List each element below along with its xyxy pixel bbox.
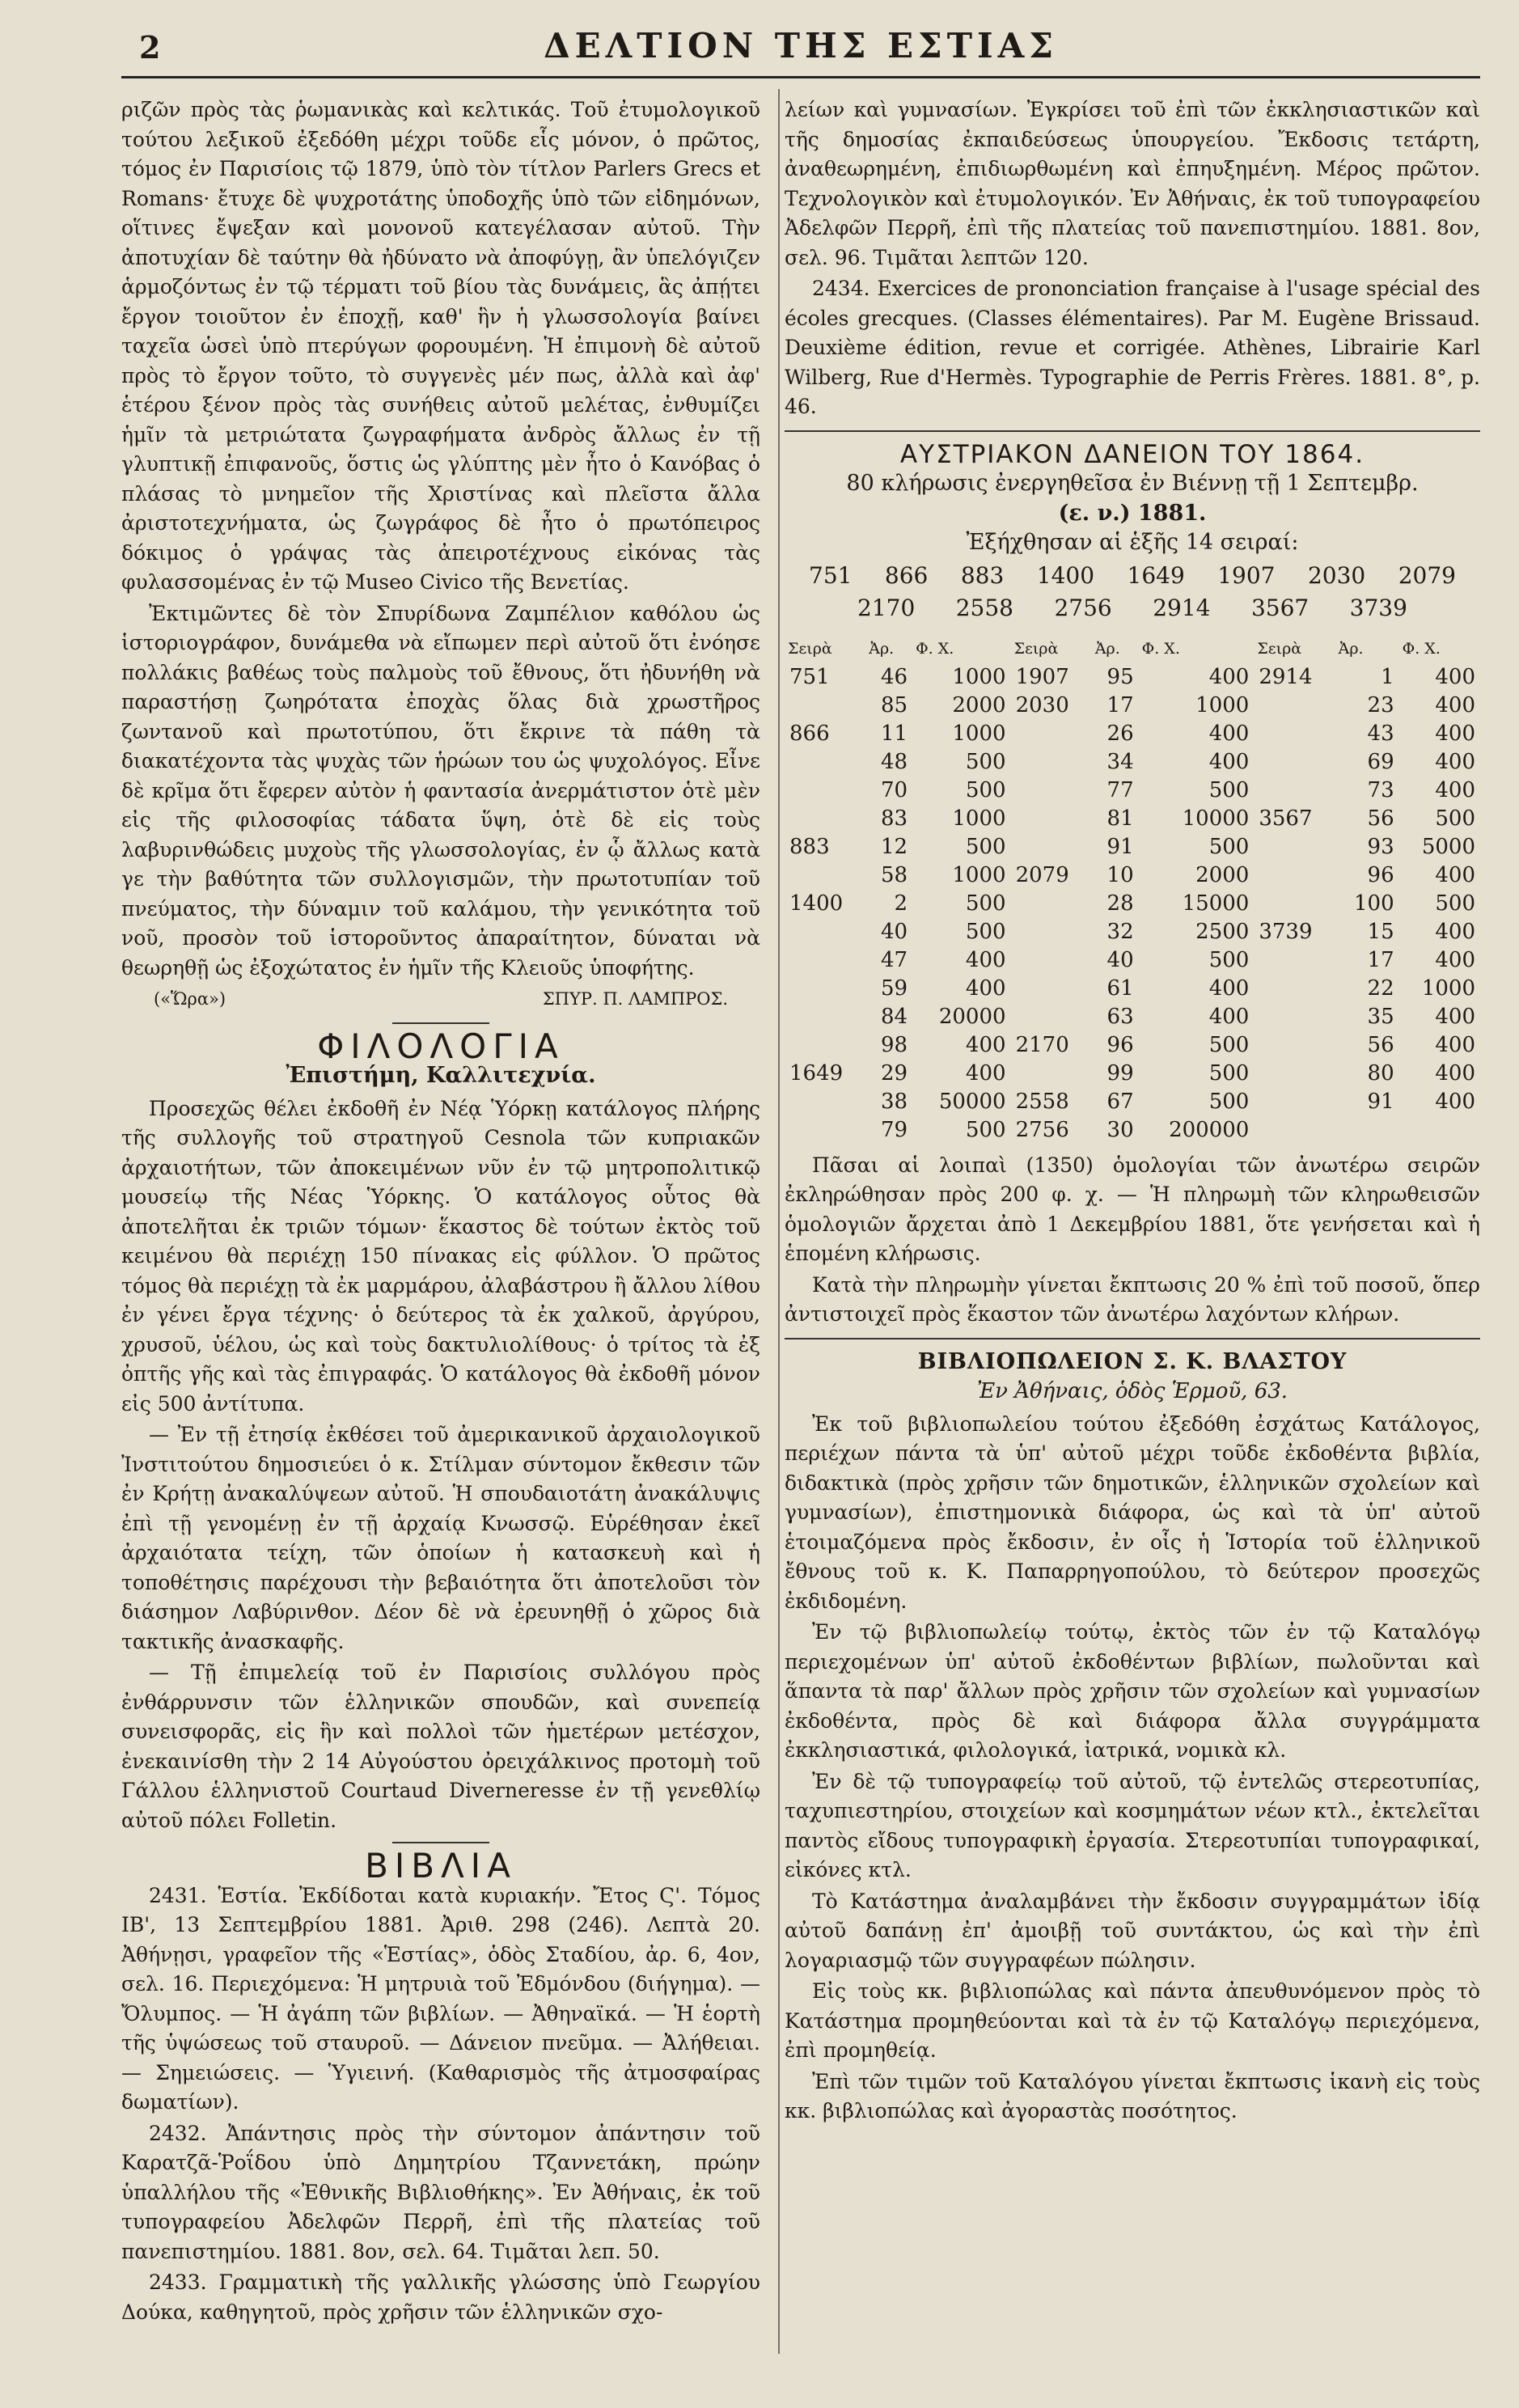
lottery-cell: [785, 946, 865, 975]
page-header: [121, 18, 1480, 74]
lottery-cell: 400: [1435, 947, 1475, 972]
series-number: 751: [809, 561, 853, 589]
lottery-cell: 400: [1435, 721, 1475, 746]
lottery-cell: 500: [965, 1117, 1006, 1142]
series-number: 866: [884, 561, 929, 589]
book-entry: 2432. Ἀπάντησις πρὸς τὴν σύντομον ἀπάντησιν τοῦ Καρατζᾶ-Ῥοΐδου ὑπὸ Δημητρίου Τζαννετάκη, πρώην ὑπαλλήλου τῆς «Ἐθνικῆς Βιβλιοθήκης». Ἐν Ἀθήναις, ἐκ τοῦ τυπογραφείου Ἀδελφῶν Περρῆ, ἐπὶ τῆς πλατείας τοῦ πανεπιστημίου. 1881. 8ον, σελ. 64. Τιμᾶται λεπ. 50.: [121, 2121, 760, 2263]
lottery-cell: 85: [880, 692, 908, 717]
lottery-cell: 400: [1435, 777, 1475, 802]
lottery-cell: 99: [1106, 1060, 1134, 1086]
lottery-cell: 2: [894, 891, 908, 916]
right-column: [785, 95, 1480, 2128]
lottery-cell: 17: [1106, 692, 1134, 717]
section-rule: [785, 430, 1480, 432]
lottery-cell: [785, 918, 865, 946]
series-number: 3739: [1349, 595, 1407, 621]
lottery-cell: [1011, 890, 1092, 918]
lottery-cell: [1011, 1003, 1092, 1031]
lottery-row: [785, 1031, 1480, 1060]
lottery-cell: 2000: [1195, 862, 1250, 887]
lottery-cell: 83: [880, 806, 908, 831]
lottery-cell: 400: [1435, 1032, 1475, 1057]
lottery-cell: 400: [1208, 664, 1250, 689]
lottery-cell: [785, 1003, 865, 1031]
lottery-header-cell: Φ. Χ.: [916, 639, 954, 658]
lottery-header-cell: Σειρὰ: [1257, 639, 1302, 658]
lottery-cell: 1400: [789, 891, 844, 916]
series-number: 2914: [1153, 595, 1211, 621]
lottery-cell: 500: [965, 834, 1006, 859]
lottery-cell: 1000: [952, 721, 1006, 746]
bookshop-paragraph: Εἰς τοὺς κκ. βιβλιοπώλας καὶ πάντα ἀπευθυνόμενον πρὸς τὸ Κατάστημα προμηθεύονται καὶ τὰ ἐν τῷ Καταλόγῳ περιεχόμενα, ἐπὶ προμηθείᾳ.: [785, 1979, 1480, 2062]
lottery-cell: 400: [1435, 692, 1475, 717]
lottery-cell: 400: [965, 1060, 1006, 1086]
book-entry: 2434. Exercices de prononciation française à l'usage spécial des écoles grecques. (Classes élémentaires). Par M. Eugène Brissaud. Deuxième édition, revue et corrigée. Athènes, Librairie Karl Wilberg, Rue d'Hermès. Typographie de Perris Frères. 1881. 8°, p. 46.: [785, 277, 1480, 418]
lottery-cell: 80: [1367, 1060, 1394, 1086]
bookshop-paragraph: Ἐν δὲ τῷ τυπογραφείῳ τοῦ αὐτοῦ, τῷ ἐντελῶς στερεοτυπίας, ταχυπιεστηρίου, στοιχείων καὶ κοσμημάτων νέων κτλ., ἐκτελεῖται παντὸς εἴδους τυπογραφικὴ ἐργασία. Στερεοτυπίαι τυπογραφικαί, εἰκόνες κτλ.: [785, 1769, 1480, 1881]
lottery-cell: 500: [965, 777, 1006, 802]
lottery-cell: 500: [965, 919, 1006, 944]
series-number: 883: [960, 561, 1005, 589]
lottery-cell: 10000: [1182, 806, 1250, 831]
lottery-cell: 35: [1367, 1004, 1394, 1029]
bookshop-paragraph: Ἐπὶ τῶν τιμῶν τοῦ Καταλόγου γίνεται ἔκπτωσις ἱκανὴ εἰς τοὺς κκ. βιβλιοπώλας καὶ ἀγοραστὰς ποσότητος.: [785, 2069, 1480, 2122]
philology-paragraph: — Τῇ ἐπιμελείᾳ τοῦ ἐν Παρισίοις συλλόγου πρὸς ἐνθάρρυνσιν τῶν ἑλληνικῶν σπουδῶν, καὶ συνεπείᾳ συνεισφορᾶς, εἰς ἣν καὶ πολλοὶ τῶν ἡμετέρων μετέσχον, ἐνεκαινίσθη τὴν 2 14 Αὐγούστου ὀρειχάλκινος προτομὴ τοῦ Γάλλου ἑλληνιστοῦ Courtaud Diverneresse ἐν τῇ γενεθλίῳ αὐτοῦ πόλει Folletin.: [121, 1661, 760, 1832]
lottery-cell: 500: [965, 749, 1006, 774]
lottery-row: [785, 1060, 1480, 1088]
lottery-cell: 50000: [938, 1089, 1006, 1114]
lottery-cell: [1011, 777, 1092, 805]
author-name: ΣΠΥΡ. Π. ΛΑΜΠΡΟΣ.: [542, 989, 728, 1009]
lottery-cell: 3567: [1259, 806, 1313, 831]
lottery-cell: 81: [1106, 806, 1134, 831]
lottery-cell: 400: [1435, 749, 1475, 774]
lottery-cell: [785, 748, 865, 777]
lottery-cell: [1011, 1060, 1092, 1088]
lottery-cell: 96: [1106, 1032, 1134, 1057]
lottery-cell: 56: [1367, 806, 1394, 831]
lottery-cell: 30: [1106, 1117, 1134, 1142]
bookshop-paragraph: Ἐν τῷ βιβλιοπωλείῳ τούτῳ, ἐκτὸς τῶν ἐν τῷ Καταλόγῳ περιεχομένων ὑπ' αὐτοῦ ἐκδοθέντων βιβλίων, πωλοῦνται καὶ ἅπαντα τὰ παρ' ἄλλων πρὸς χρῆσιν τῶν σχολείων καὶ γυμνασίων ἐκδοθέντα, πρὸς δὲ καὶ διάφορα ἄλλα συγγράμματα ἐκκλησιαστικά, φιλολογικά, ἰατρικά, νομικὰ κλ.: [785, 1620, 1480, 1762]
lottery-cell: 56: [1367, 1032, 1394, 1057]
lottery-cell: [1254, 692, 1335, 720]
lottery-cell: 84: [880, 1004, 908, 1029]
lottery-cell: [1254, 777, 1335, 805]
header-rule: [121, 76, 1480, 78]
lottery-cell: [1254, 1116, 1335, 1145]
lottery-cell: 12: [880, 834, 908, 859]
lottery-cell: 200000: [1169, 1117, 1250, 1142]
philology-heading: ΦΙΛΟΛΟΓΙΑ: [317, 1026, 565, 1066]
lottery-cell: 883: [789, 834, 830, 859]
lottery-header-cell: Ἀρ.: [1094, 639, 1120, 658]
lottery-cell: 91: [1367, 1089, 1394, 1114]
lottery-cell: 17: [1367, 947, 1394, 972]
lottery-row: [785, 777, 1480, 805]
lottery-cell: 500: [1208, 1089, 1250, 1114]
series-number: 2756: [1054, 595, 1112, 621]
lottery-cell: [785, 1088, 865, 1116]
lottery-cell: 38: [880, 1089, 908, 1114]
lottery-cell: 2500: [1195, 919, 1250, 944]
series-number: 2170: [857, 595, 916, 621]
lottery-cell: 93: [1367, 834, 1394, 859]
series-number: 2558: [955, 595, 1013, 621]
lottery-cell: 1649: [789, 1060, 844, 1086]
lottery-row: [785, 805, 1480, 833]
lottery-cell: [1254, 1060, 1335, 1088]
lottery-cell: 28: [1106, 891, 1134, 916]
lottery-cell: 100: [1354, 891, 1394, 916]
lottery-cell: 79: [880, 1117, 908, 1142]
lottery-row: [785, 692, 1480, 720]
series-number: 2030: [1307, 561, 1366, 589]
lottery-table-header: [785, 635, 1480, 663]
philology-subheading: Ἐπιστήμη, Καλλιτεχνία.: [286, 1063, 596, 1088]
lottery-cell: 40: [880, 919, 908, 944]
lottery-row: [785, 1116, 1480, 1145]
lottery-cell: 34: [1106, 749, 1134, 774]
section-rule: [392, 1022, 489, 1024]
series-number: 2079: [1398, 561, 1456, 589]
lottery-cell: 400: [1435, 1060, 1475, 1086]
lottery-cell: 2756: [1015, 1117, 1069, 1142]
lottery-cell: [1254, 748, 1335, 777]
lottery-cell: [785, 805, 865, 833]
lottery-cell: 1000: [952, 664, 1006, 689]
lottery-cell: [1011, 805, 1092, 833]
lottery-table: [785, 635, 1480, 1145]
lottery-cell: 67: [1106, 1089, 1134, 1114]
lottery-line: 80 κλήρωσις ἐνεργηθεῖσα ἐν Βιέννῃ τῇ 1 Σεπτεμβρ.: [846, 471, 1419, 496]
lottery-note: Κατὰ τὴν πληρωμὴν γίνεται ἔκπτωσις 20 % ἐπὶ τοῦ ποσοῦ, ὅπερ ἀντιστοιχεῖ πρὸς ἕκαστον τῶν ἀνωτέρω λαχόντων κλήρων.: [785, 1272, 1480, 1326]
lottery-cell: [785, 975, 865, 1003]
lottery-note: Πᾶσαι αἱ λοιπαὶ (1350) ὁμολογίαι τῶν ἀνωτέρω σειρῶν ἐκληρώθησαν πρὸς 200 φ. χ. — Ἡ πληρωμὴ τῶν κληρωθεισῶν ὁμολογιῶν ἄρχεται ἀπὸ 1 Δεκεμβρίου 1881, ὅτε γενήσεται καὶ ἡ ἑπομένη κλήρωσις.: [785, 1153, 1480, 1265]
lottery-cell: 32: [1106, 919, 1134, 944]
lottery-cell: 500: [1208, 1060, 1250, 1086]
lottery-cell: 1907: [1015, 664, 1069, 689]
lottery-cell: 400: [1435, 1004, 1475, 1029]
lottery-header-cell: Φ. Χ.: [1402, 639, 1441, 658]
running-title: ΔΕΛΤΙΟΝ ΤΗΣ ΕΣΤΙΑΣ: [544, 26, 1058, 66]
series-number: 3567: [1250, 595, 1310, 621]
lottery-cell: 95: [1106, 664, 1134, 689]
lottery-row: [785, 1003, 1480, 1031]
lottery-cell: 77: [1106, 777, 1134, 802]
lottery-cell: [1399, 1116, 1480, 1145]
philology-paragraph: Προσεχῶς θέλει ἐκδοθῆ ἐν Νέᾳ Ὑόρκῃ κατάλογος πλήρης τῆς συλλογῆς τοῦ στρατηγοῦ Cesnola τῶν κυπριακῶν ἀρχαιοτήτων, τῶν ἀποκειμένων νῦν ἐν τῷ μητροπολιτικῷ μουσείῳ τῆς Νέας Ὑόρκης. Ὁ κατάλογος οὗτος θὰ ἀποτελῆται ἐκ τριῶν τόμων· ἕκαστος δὲ τούτων ἐκτὸς τοῦ κειμένου θὰ περιέχῃ 150 πίνακας εἰς φύλλον. Ὁ πρῶτος τόμος θὰ περιέχῃ τὰ ἐκ μαρμάρου, ἀλαβάστρου ἢ ἄλλου λίθου ἐν γένει ἔργα τέχνης· ὁ δεύτερος τὰ ἐκ χαλκοῦ, ἀργύρου, χρυσοῦ, ὑέλου, ὡς καὶ τοὺς δακτυλιολίθους· ὁ τρίτος τὰ ἐξ ὀπτῆς γῆς καὶ τὰς ἐπιγραφάς. Ὁ κατάλογος θὰ ἐκδοθῆ μόνον εἰς 500 ἀντίτυπα.: [121, 1096, 760, 1416]
lottery-header-cell: Σειρὰ: [788, 639, 832, 658]
series-number: 1400: [1036, 561, 1095, 589]
lottery-cell: 500: [1208, 947, 1250, 972]
lottery-row: [785, 918, 1480, 946]
lottery-cell: 26: [1106, 721, 1134, 746]
lottery-cell: 22: [1367, 975, 1394, 1001]
books-heading: ΒΙΒΛΙΑ: [365, 1846, 517, 1885]
lottery-cell: [1254, 946, 1335, 975]
lottery-cell: 29: [880, 1060, 908, 1086]
lottery-cell: 400: [1435, 919, 1475, 944]
essay-signature: [154, 984, 728, 1014]
lottery-cell: 751: [789, 664, 830, 689]
lottery-cell: 96: [1367, 862, 1394, 887]
lottery-cell: [785, 1031, 865, 1060]
bookshop-address: Ἐν Ἀθήναις, ὁδὸς Ἑρμοῦ, 63.: [976, 1379, 1288, 1403]
lottery-cell: 400: [965, 975, 1006, 1001]
lottery-cell: 400: [1435, 1089, 1475, 1114]
lottery-header-cell: Φ. Χ.: [1141, 639, 1180, 658]
lottery-cell: [1254, 1003, 1335, 1031]
lottery-cell: 1: [1381, 664, 1394, 689]
bookshop-title: ΒΙΒΛΙΟΠΩΛΕΙΟΝ Σ. Κ. ΒΛΑΣΤΟΥ: [917, 1348, 1348, 1374]
lottery-row: [785, 1088, 1480, 1116]
lottery-cell: 2170: [1015, 1032, 1069, 1057]
lottery-cell: 400: [1208, 975, 1250, 1001]
lottery-row: [785, 833, 1480, 861]
lottery-cell: [1254, 1031, 1335, 1060]
lottery-cell: [1254, 890, 1335, 918]
philology-paragraph: — Ἐν τῇ ἐτησίᾳ ἐκθέσει τοῦ ἀμερικανικοῦ ἀρχαιολογικοῦ Ἰνστιτούτου δημοσιεύει ὁ κ. Στίλμαν σύντομον ἔκθεσιν τῶν ἐν Κρήτῃ ἀνακαλύψεων αὐτοῦ. Ἡ σπουδαιοτάτη ἀνακάλυψις ἐπὶ τῇ γενομένῃ ἐν τῇ ἀρχαίᾳ Κνωσσῷ. Εὑρέθησαν ἐκεῖ ἀρχαιότατα τείχη, τῶν ὁποίων ἡ κατασκευὴ καὶ ἡ τοποθέτησις παρέχουσι τὴν βεβαιότητα ὅτι ἀποτελοῦσι τὸν διάσημον Λαβύρινθον. Δέον δὲ νὰ ἐρευνηθῇ ὁ χῶρος διὰ τακτικῆς ἀνασκαφῆς.: [121, 1423, 760, 1653]
essay-paragraph: Ἐκτιμῶντες δὲ τὸν Σπυρίδωνα Ζαμπέλιον καθόλου ὡς ἱστοριογράφον, δυνάμεθα νὰ εἴπωμεν περὶ αὐτοῦ ὅτι ἐνόησε πολλάκις βαθέως τοὺς παλμοὺς τοῦ ἔθνους, ὅτι ἠδυνήθη νὰ παραστήσῃ ζωηρότατα ἐποχὰς ὅλας διὰ χρωστῆρος ζωντανοῦ καὶ πρωτοτύπου, ὅτι ἔκρινε τὰ πάθη τὰ διακατέχοντα τὰς ψυχὰς τῶν ἡρώων του ὡς ψυχολόγος. Εἶνε δὲ κρῖμα ὅτι ἔφερεν αὐτὸν ἡ φαντασία ἀνερμάτιστον ὁτὲ μὲν εἰς τῆς φιλοσοφίας τάδατα ὕψη, ὁτὲ δὲ εἰς τοὺς λαβυρινθώδεις μυχοὺς τῆς γλωσσολογίας, ἐν ᾧ ἄλλως κατὰ γε τὴν βαθύτητα τῶν συλλογισμῶν, τὴν πρωτοτυπίαν τοῦ πνεύματος, τὴν δύναμιν τοῦ καλάμου, τὴν γενικότητα τοῦ νοῦ, προσὸν τοῦ ἱστοροῦντος ἀπαραίτητον, δύναται νὰ θεωρηθῇ ὡς ἐξοχώτατος ἐν ἡμῖν τῆς Κλειοῦς ὑποφήτης.: [121, 601, 760, 980]
lottery-cell: 400: [965, 947, 1006, 972]
lottery-cell: [1254, 975, 1335, 1003]
lottery-cell: 1000: [952, 862, 1006, 887]
lottery-cell: [785, 1116, 865, 1145]
lottery-cell: 400: [965, 1032, 1006, 1057]
drawn-series-row: [809, 561, 1456, 591]
book-entry-continued: λείων καὶ γυμνασίων. Ἐγκρίσει τοῦ ἐπὶ τῶν ἐκκλησιαστικῶν καὶ τῆς δημοσίας ἐκπαιδεύσεως ὑπουργείου. Ἔκδοσις τετάρτη, ἀναθεωρημένη, ἐπιδιωρθωμένη καὶ ἐπηυξημένη. Μέρος πρῶτον. Τεχνολογικὸν καὶ ἐτυμολογικόν. Ἐν Ἀθήναις, ἐκ τοῦ τυπογραφείου Ἀδελφῶν Περρῆ, ἐπὶ τῆς πλατείας τοῦ πανεπιστημίου. 1881. 8ον, σελ. 96. Τιμᾶται λεπτῶν 120.: [785, 98, 1480, 269]
lottery-cell: 1000: [952, 806, 1006, 831]
bookshop-paragraph: Ἐκ τοῦ βιβλιοπωλείου τούτου ἐξεδόθη ἐσχάτως Κατάλογος, περιέχων πάντα τὰ ὑπ' αὐτοῦ μέχρι τοῦδε ἐκδοθέντα βιβλία, διδακτικὰ (πρὸς χρῆσιν τῶν δημοτικῶν, ἑλληνικῶν σχολείων καὶ γυμνασίων), ἐπιστημονικὰ διάφορα, ὡς καὶ τὰ ὑπ' αὐτοῦ ἑτοιμαζόμενα πρὸς ἔκδοσιν, ἐν οἷς ἡ Ἱστορία τοῦ ἑλληνικοῦ ἔθνους τοῦ κ. Κ. Παπαρρηγοπούλου, τὸ δεύτερον προσεχῶς ἐκδιδομένη.: [785, 1411, 1480, 1613]
lottery-row: [785, 890, 1480, 918]
drawn-series-row: [857, 594, 1407, 624]
lottery-row: [785, 748, 1480, 777]
lottery-cell: 46: [880, 664, 908, 689]
lottery-cell: [1011, 975, 1092, 1003]
lottery-cell: 59: [880, 975, 908, 1001]
lottery-cell: [1254, 720, 1335, 748]
lottery-cell: [1011, 918, 1092, 946]
lottery-cell: 43: [1367, 721, 1394, 746]
lottery-cell: 2914: [1259, 664, 1313, 689]
lottery-cell: 2558: [1015, 1089, 1069, 1114]
lottery-line: Ἐξήχθησαν αἱ ἑξῆς 14 σειραί:: [966, 530, 1299, 555]
lottery-cell: [1254, 861, 1335, 890]
lottery-cell: 500: [1435, 891, 1475, 916]
lottery-cell: 2030: [1015, 692, 1069, 717]
lottery-cell: 61: [1106, 975, 1134, 1001]
lottery-cell: [1011, 720, 1092, 748]
book-entry: 2431. Ἑστία. Ἐκδίδοται κατὰ κυριακήν. Ἔτος Ϛ'. Τόμος ΙΒ', 13 Σεπτεμβρίου 1881. Ἀριθ. 298 (246). Λεπτὰ 20. Ἀθήνῃσι, γραφεῖον τῆς «Ἑστίας», ὁδὸς Σταδίου, ἀρ. 6, 4ον, σελ. 16. Περιεχόμενα: Ἡ μητρυιὰ τοῦ Ἐδμόνδου (διήγημα). — Ὄλυμπος. — Ἡ ἀγάπη τῶν βιβλίων. — Ἀθηναϊκά. — Ἡ ἑορτὴ τῆς ὑψώσεως τοῦ σταυροῦ. — Δάνειον πνεῦμα. — Ἀλήθειαι. — Σημειώσεις. — Ὑγιεινή. (Καθαρισμὸς τῆς ἀτμοσφαίρας δωματίων).: [121, 1883, 760, 2114]
essay-paragraph: ριζῶν πρὸς τὰς ῥωμανικὰς καὶ κελτικάς. Τοῦ ἐτυμολογικοῦ τούτου λεξικοῦ ἐξεδόθη μέχρι τοῦδε εἷς μόνον, ὁ πρῶτος, τόμος ἐν Παρισίοις τῷ 1879, ὑπὸ τὸν τίτλον Parlers Grecs et Romans· ἔτυχε δὲ ψυχροτάτης ὑποδοχῆς ὑπὸ τῶν εἰδημόνων, οἵτινες ἔψεξαν καὶ μονονοῦ κατεγέλασαν αὐτοῦ. Τὴν ἀποτυχίαν δὲ ταύτην θὰ ἠδύνατο νὰ ἀποφύγῃ, ἂν ὑπελόγιζεν ἁρμοζόντως ἐν τῷ τέρματι τοῦ βίου τὰς δυνάμεις, ἃς ἀπῄτει ἔργον τοιοῦτον ἐν ἐποχῇ, καθ' ἣν ἡ γλωσσολογία βαίνει ταχεῖα ὡσεὶ ὑπὸ πτερύγων φορουμένη. Ἡ ἐπιμονὴ δὲ αὐτοῦ πρὸς τὸ ἔργον τοῦτο, τὸ συγγενὲς μέν πως, ἀλλὰ καὶ ἀφ' ἑτέρου ξένον πρὸς τὰς συνήθεις αὐτοῦ μελέτας, ἐνθυμίζει ἡμῖν τὰ μετριώτατα ζωγραφήματα ἀνδρὸς ἄλλως ἐν τῇ γλυπτικῇ ἐπιφανοῦς, ὅστις ὡς γλύπτης μὲν ἦτο ὁ Κανόβας ὁ πλάσας τὸ μνημεῖον τῆς Χριστίνας καὶ πλεῖστα ἄλλα ἀριστοτεχνήματα, ὡς ζωγράφος δὲ ἦτο ὁ πρωτόπειρος δόκιμος ὁ γράψας τὰς ἀπειροτέχνους εἰκόνας τὰς φυλασσομένας ἐν τῷ Museo Civico τῆς Βενετίας.: [121, 98, 760, 594]
lottery-cell: 866: [789, 721, 830, 746]
lottery-cell: 40: [1106, 947, 1134, 972]
lottery-cell: 10: [1106, 862, 1134, 887]
lottery-cell: 500: [1208, 1032, 1250, 1057]
section-rule: [392, 1842, 489, 1843]
lottery-row: [785, 861, 1480, 890]
lottery-cell: 5000: [1421, 834, 1475, 859]
lottery-cell: [1011, 748, 1092, 777]
bookshop-paragraph: Τὸ Κατάστημα ἀναλαμβάνει τὴν ἔκδοσιν συγγραμμάτων ἰδίᾳ αὐτοῦ δαπάνῃ ἐπ' ἀμοιβῇ τοῦ συντάκτου, ὡς καὶ τὴν ἐπὶ λογαριασμῷ τῶν συγγραφέων πώλησιν.: [785, 1889, 1480, 1972]
left-column: [121, 95, 760, 2329]
source-note: («Ὥρα»): [154, 989, 226, 1009]
lottery-header-cell: Ἀρ.: [1338, 639, 1364, 658]
lottery-cell: 58: [880, 862, 908, 887]
lottery-cell: 400: [1435, 862, 1475, 887]
lottery-row: [785, 720, 1480, 748]
lottery-cell: 91: [1106, 834, 1134, 859]
lottery-cell: 73: [1367, 777, 1394, 802]
lottery-cell: [1254, 833, 1335, 861]
lottery-cell: [785, 777, 865, 805]
lottery-cell: 98: [880, 1032, 908, 1057]
lottery-row: [785, 663, 1480, 692]
lottery-cell: 400: [1208, 721, 1250, 746]
lottery-cell: 3739: [1259, 919, 1313, 944]
lottery-cell: [1011, 833, 1092, 861]
lottery-cell: [1335, 1116, 1399, 1145]
lottery-cell: 63: [1106, 1004, 1134, 1029]
lottery-cell: 400: [1435, 664, 1475, 689]
lottery-cell: 400: [1208, 1004, 1250, 1029]
lottery-cell: 2079: [1015, 862, 1069, 887]
lottery-cell: 20000: [938, 1004, 1006, 1029]
lottery-cell: [785, 692, 865, 720]
lottery-row: [785, 975, 1480, 1003]
lottery-cell: 69: [1367, 749, 1394, 774]
lottery-header-cell: Ἀρ.: [869, 639, 895, 658]
lottery-cell: 1000: [1195, 692, 1250, 717]
lottery-cell: 400: [1208, 749, 1250, 774]
lottery-cell: [1011, 946, 1092, 975]
book-entry: 2433. Γραμματικὴ τῆς γαλλικῆς γλώσσης ὑπὸ Γεωργίου Δούκα, καθηγητοῦ, πρὸς χρῆσιν τῶν ἑλληνικῶν σχο-: [121, 2270, 760, 2324]
lottery-cell: 48: [880, 749, 908, 774]
lottery-cell: 500: [965, 891, 1006, 916]
lottery-cell: 11: [880, 721, 908, 746]
lottery-header-cell: Σειρὰ: [1013, 639, 1059, 658]
column-divider: [778, 89, 780, 2354]
lottery-cell: 1000: [1421, 975, 1475, 1001]
lottery-cell: 500: [1435, 806, 1475, 831]
lottery-cell: 500: [1208, 777, 1250, 802]
series-number: 1649: [1127, 561, 1185, 589]
lottery-table-body: [785, 663, 1480, 1145]
lottery-cell: [1254, 1088, 1335, 1116]
series-number: 1907: [1217, 561, 1276, 589]
page-number: 2: [139, 29, 161, 66]
lottery-cell: 500: [1208, 834, 1250, 859]
lottery-cell: 70: [880, 777, 908, 802]
lottery-cell: 47: [880, 947, 908, 972]
lottery-line: (ε. ν.) 1881.: [1058, 500, 1207, 526]
lottery-cell: 23: [1367, 692, 1394, 717]
section-rule: [785, 1338, 1480, 1339]
lottery-cell: 15: [1367, 919, 1394, 944]
lottery-cell: 15000: [1182, 891, 1250, 916]
lottery-row: [785, 946, 1480, 975]
lottery-cell: 2000: [952, 692, 1006, 717]
lottery-cell: [785, 861, 865, 890]
lottery-title: ΑΥΣΤΡΙΑΚΟΝ ΔΑΝΕΙΟΝ ΤΟΥ 1864.: [899, 439, 1365, 469]
